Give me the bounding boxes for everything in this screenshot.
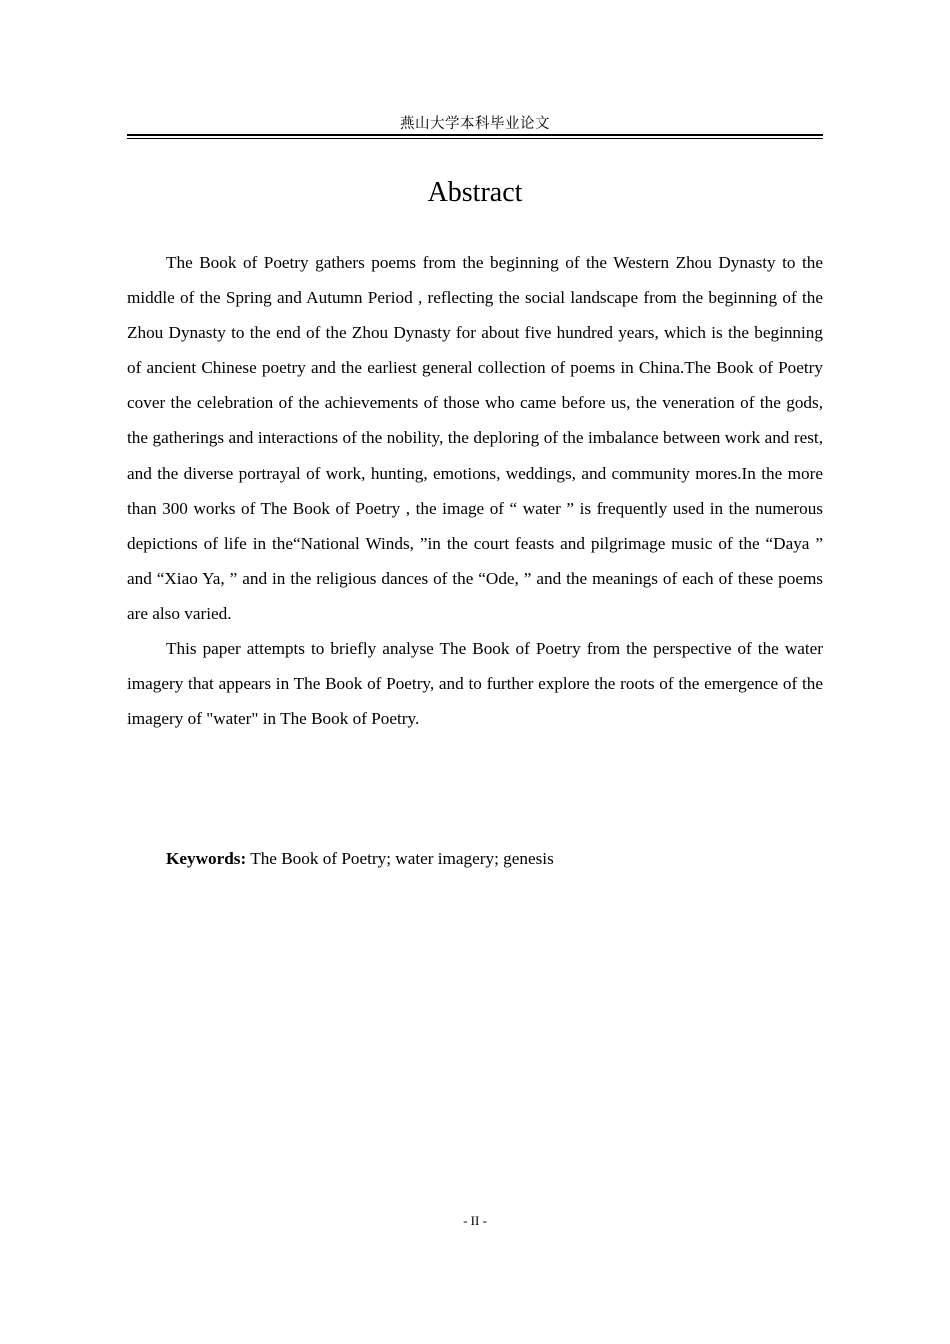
running-header: 燕山大学本科毕业论文 xyxy=(400,116,550,132)
abstract-paragraph-2: This paper attempts to briefly analyse The Book of Poetry from the perspective of the water imagery that appears in The Book of Poetry, and to further explore the roots of the emergence of the imagery of "water" in The Book of Poetry. xyxy=(127,639,823,729)
abstract-body xyxy=(127,245,823,736)
keywords-label: Keywords: xyxy=(166,849,247,868)
abstract-title: Abstract xyxy=(427,177,523,208)
keywords-text: The Book of Poetry; water imagery; genesis xyxy=(246,849,554,868)
header-double-rule xyxy=(127,134,823,139)
keywords-line xyxy=(166,841,823,876)
page-number: - II - xyxy=(463,1213,487,1228)
abstract-paragraph-1: The Book of Poetry gathers poems from the beginning of the Western Zhou Dynasty to the middle of the Spring and Autumn Period , reflecting the social landscape from the beginning of the Zhou Dynasty to the end of the Zhou Dynasty for about five hundred years, which is the beginning of ancient Chinese poetry and the earliest general collection of poems in China.The Book of Poetry cover the celebration of the achievements of those who came before us, the veneration of the gods, the gatherings and interactions of the nobility, the deploring of the imbalance between work and rest, and the diverse portrayal of work, hunting, emotions, weddings, and community mores.In the more than 300 works of The Book of Poetry , the image of “ water ” is frequently used in the numerous depictions of life in the“National Winds, ”in the court feasts and pilgrimage music of the “Daya ” and “Xiao Ya, ” and in the religious dances of the “Ode, ” and the meanings of each of these poems are also varied. xyxy=(127,253,823,623)
